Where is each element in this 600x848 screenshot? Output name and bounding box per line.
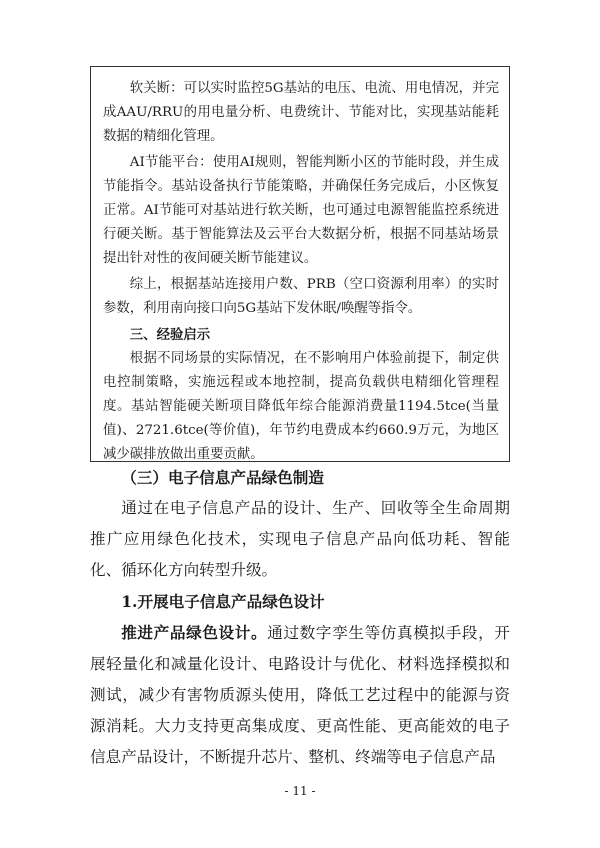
box-paragraph-lessons: 根据不同场景的实际情况，在不影响用户体验前提下，制定供电控制策略，实施远程或本地控制，提高负载供电精细化管理程度。基站智能硬关断项目降低年综合能源消费量1194.5tce(当量值)、2721.6tce(等价值)，年节约电费成本约660.9万元，为地区减少碳排放做出重要贡献。 [103,351,499,462]
paragraph-body: 通过数字孪生等仿真模拟手段，开展轻量化和减量化设计、电路设计与优化、材料选择模拟和测试，减少有害物质源头使用，降低工艺过程中的能源与资源消耗。大力支持更高集成度、更高性能、更高能效的电子信息产品设计，不断提升芯片、整机、终端等电子信息产品 [90,624,510,766]
box-paragraph-summary: 综上，根据基站连接用户数、PRB（空口资源利用率）的实时参数，利用南向接口向5G基站下发休眠/唤醒等指令。 [103,277,499,316]
section-paragraph [90,617,510,773]
subsection-heading: 1.开展电子信息产品绿色设计 [121,592,325,611]
box-paragraph-ai-platform: AI节能平台：使用AI规则，智能判断小区的节能时段，并生成节能指令。基站设备执行节能策略，并确保任务完成后，小区恢复正常。AI节能可对基站进行软关断，也可通过电源智能监控系统进行硬关断。基于智能算法及云平台大数据分析，根据不同基站场景提出针对性的夜间硬关断节能建议。 [103,155,499,266]
main-body [90,462,510,773]
case-study-box [90,66,510,462]
section-heading: （三）电子信息产品绿色制造 [121,468,324,487]
section-intro: 通过在电子信息产品的设计、生产、回收等全生命周期推广应用绿色化技术，实现电子信息产品向低功耗、智能化、循环化方向转型升级。 [90,499,510,579]
paragraph-lead: 推进产品绿色设计。 [121,623,268,642]
box-paragraph-soft-shutdown: 软关断：可以实时监控5G基站的电压、电流、用电情况，并完成AAU/RRU的用电量分析、电费统计、节能对比，实现基站能耗数据的精细化管理。 [103,81,499,144]
box-heading-lessons: 三、经验启示 [129,327,211,343]
page-number: - 11 - [284,784,316,798]
